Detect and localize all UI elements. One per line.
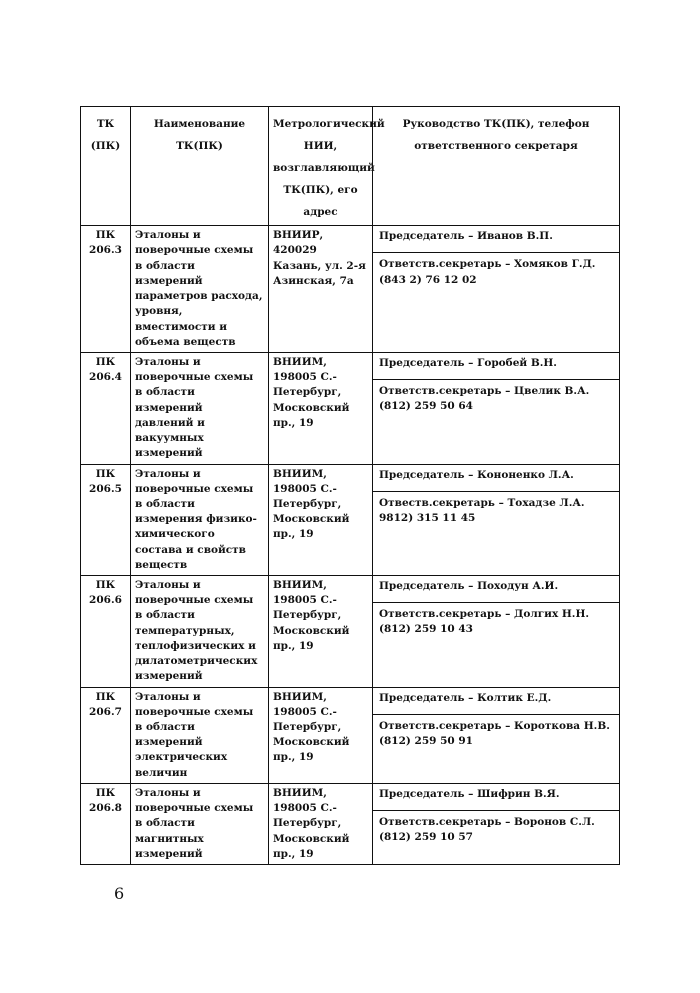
secretary: Отвеств.секретарь – Тохадзе Л.А. 9812) 315 11 45 bbox=[379, 496, 585, 524]
table-row bbox=[81, 576, 620, 688]
tk-code: ПК 206.5 bbox=[81, 464, 131, 576]
header-name: Наименование ТК(ПК) bbox=[131, 107, 269, 226]
secretary: Ответств.секретарь – Долгих Н.Н. (812) 259 10 43 bbox=[379, 608, 590, 636]
committee-name: Эталоны и поверочные схемы в области измерения физико-химического состава и свойств веществ bbox=[131, 464, 269, 576]
chair: Председатель – Иванов В.П. bbox=[373, 226, 619, 253]
committee-name: Эталоны и поверочные схемы в области измерений электрических величин bbox=[131, 687, 269, 783]
table-row bbox=[81, 464, 620, 576]
leadership-cell bbox=[373, 687, 620, 783]
institute-address: ВНИИМ, 198005 С.-Петербург, Московский пр., 19 bbox=[269, 576, 373, 688]
tk-code: ПК 206.4 bbox=[81, 352, 131, 464]
committee-name: Эталоны и поверочные схемы в области измерений давлений и вакуумных измерений bbox=[131, 352, 269, 464]
committee-table bbox=[80, 106, 620, 865]
table-row bbox=[81, 687, 620, 783]
institute-address: ВНИИМ, 198005 С.-Петербург, Московский пр., 19 bbox=[269, 783, 373, 864]
chair: Председатель – Шифрин В.Я. bbox=[373, 784, 619, 811]
table-row bbox=[81, 783, 620, 864]
tk-code: ПК 206.3 bbox=[81, 226, 131, 353]
leadership-cell bbox=[373, 352, 620, 464]
secretary: Ответств.секретарь – Цвелик В.А. (812) 259 50 64 bbox=[379, 385, 590, 413]
tk-code: ПК 206.7 bbox=[81, 687, 131, 783]
secretary: Ответств.секретарь – Короткова Н.В. (812) 259 50 91 bbox=[379, 719, 610, 748]
table-row bbox=[81, 226, 620, 353]
secretary: Ответств.секретарь – Воронов С.Л. (812) 259 10 57 bbox=[379, 816, 595, 844]
table-header-row bbox=[81, 107, 620, 226]
header-institute: Метрологический НИИ, возглавляющий ТК(ПК), его адрес bbox=[269, 107, 373, 226]
chair: Председатель – Кононенко Л.А. bbox=[373, 465, 619, 492]
committee-name: Эталоны и поверочные схемы в области измерений параметров расхода, уровня, вместимости и объема веществ bbox=[131, 226, 269, 353]
chair: Председатель – Походун А.И. bbox=[373, 576, 619, 603]
header-tk: ТК (ПК) bbox=[81, 107, 131, 226]
institute-address: ВНИИМ, 198005 С.-Петербург, Московский пр., 19 bbox=[269, 352, 373, 464]
leadership-cell bbox=[373, 783, 620, 864]
committee-name: Эталоны и поверочные схемы в области магнитных измерений bbox=[131, 783, 269, 864]
institute-address: ВНИИР, 420029 Казань, ул. 2-я Азинская, 7а bbox=[269, 226, 373, 353]
page-number: 6 bbox=[114, 884, 125, 903]
chair: Председатель – Горобей В.Н. bbox=[373, 353, 619, 380]
secretary: Ответств.секретарь – Хомяков Г.Д. (843 2) 76 12 02 bbox=[379, 258, 596, 286]
leadership-cell bbox=[373, 464, 620, 576]
committee-name: Эталоны и поверочные схемы в области температурных, теплофизических и дилатометрических измерений bbox=[131, 576, 269, 688]
chair: Председатель – Колтик Е.Д. bbox=[373, 688, 619, 715]
tk-code: ПК 206.6 bbox=[81, 576, 131, 688]
institute-address: ВНИИМ, 198005 С.-Петербург, Московский пр., 19 bbox=[269, 687, 373, 783]
header-leadership: Руководство ТК(ПК), телефон ответственного секретаря bbox=[373, 107, 620, 226]
institute-address: ВНИИМ, 198005 С.-Петербург, Московский пр., 19 bbox=[269, 464, 373, 576]
tk-code: ПК 206.8 bbox=[81, 783, 131, 864]
table-row bbox=[81, 352, 620, 464]
leadership-cell bbox=[373, 576, 620, 688]
leadership-cell bbox=[373, 226, 620, 353]
